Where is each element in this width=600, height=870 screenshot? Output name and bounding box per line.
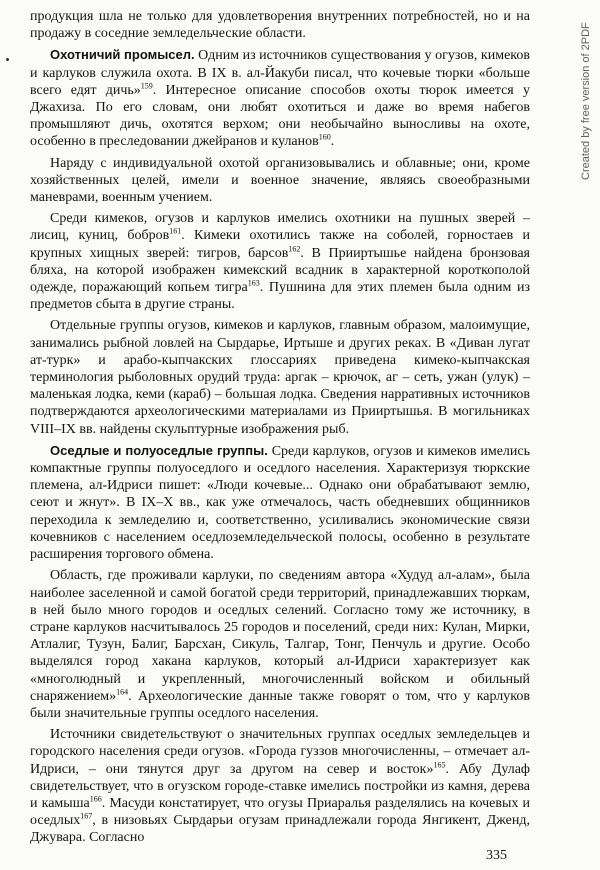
footnote-ref: 165 xyxy=(433,759,446,769)
paragraph-hunting: Охотничий промысел. Одним из источников существования у огузов, кимеков и карлуков служила охота. В IX в. ал-Йакуби писал, что кочевые тюрки «больше всего едят дичь»$^{159}$. Интересное описание способов охоты тюрок имеется у Джахиза. По его словам, они любят охотиться и даже во время набегов промышляют дичь, охотятся верхом; они необычайно выносливы на охоте, особенно в преследовании джейранов и куланов$^{160}$. xyxy=(30,47,530,150)
page-text xyxy=(30,8,530,851)
footnote-ref: 167 xyxy=(80,811,93,821)
paragraph-3: Наряду с индивидуальной охотой организовывались и облавные; они, кроме хозяйственных целей, имели и военное значение, являясь своеобразными маневрами, военным учением. xyxy=(30,155,530,206)
paragraph-4: Среди кимеков, огузов и карлуков имелись охотники на пушных зверей – лисиц, куниц, бобров$^{161}$. Кимеки охотились также на соболей, горностаев и крупных хищных зверей: тигров, барсов$^{162}$. В Прииртышье найдена бронзовая бляха, на которой изображен кимекский всадник в характерной короткополой одежде, поражающий копьем тигра$^{163}$. Пушнина для этих племен была одним из предметов сбыта в другие страны. xyxy=(30,211,530,313)
footnote-ref: 161 xyxy=(169,226,182,236)
footnote-ref: 159 xyxy=(140,81,153,91)
subheading-hunting: Охотничий промысел. xyxy=(50,47,195,63)
paragraph-8: Источники свидетельствуют о значительных группах оседлых земледельцев и городского населения среди огузов. «Города гуззов многочисленны, – отмечает ал-Идриси, – они тянутся друг за другом на север и восток»$^{165}$. Абу Дулаф свидетельствует, что в огузском городе-ставке имелись постройки из камня, дерева и камыша$^{166}$. Масуди констатирует, что огузы Приаралья разделялись на кочевых и оседлых$^{167}$, в низовьях Сырдарьи огузам принадлежали города Янгикент, Дженд, Джувара. Согласно xyxy=(30,727,530,846)
footnote-ref: 166 xyxy=(89,794,102,804)
paragraph-1: продукция шла не только для удовлетворения внутренних потребностей, но и на продажу в соседние земледельческие области. xyxy=(30,9,530,42)
footnote-ref: 160 xyxy=(318,132,331,142)
footnote-ref: 162 xyxy=(288,243,301,253)
paragraph-settled: Оседлые и полуоседлые группы. Среди карлуков, огузов и кимеков имелись компактные группы полуоседлого и оседлого населения. Характеризуя тюркские племена, ал-Идриси пишет: «Люди кочевые... Однако они обрабатывают землю, сеют и жнут». В IX–X вв., как уже отмечалось, часть обедневших общинников переходила к земледелию и, соответственно, усиливались экономические связи кочевников с населением оседлоземледельческой полосы, особенно в результате расширения торгового обмена. xyxy=(30,442,531,563)
footnote-ref: 164 xyxy=(116,687,129,697)
paragraph-7: Область, где проживали карлуки, по сведениям автора «Худуд ал-алам», была наиболее заселенной и самой богатой среди территорий, принадлежавших тюркам, в ней было много городов и оседлых селений. Согласно тому же источнику, в стране карлуков насчитывалось 25 городов и поселений, среди них: Кулан, Мирки, Атлалиг, Тузун, Балиг, Барсхан, Сикуль, Талгар, Тонг, Пенчуль и другие. Особо выделялся город хакана карлуков, который ал-Идриси характеризует как «многолюдный и укрепленный, многочисленный войском и обильный снаряжением»$^{164}$. Археологические данные также говорят о том, что у карлуков были значительные группы оседлого населения. xyxy=(30,568,530,721)
footnote-ref: 163 xyxy=(247,278,260,288)
margin-mark xyxy=(6,58,9,61)
page-number: 335 xyxy=(486,848,507,863)
paragraph-5: Отдельные группы огузов, кимеков и карлуков, главным образом, малоимущие, занимались рыбной ловлей на Сырдарье, Иртыше и других реках. В «Диван лугат ат-турк» и арабо-кыпчакских глоссариях приведена кимеко-кыпчакская терминология рыболовных орудий труда: аргак – крючок, аг – сеть, ужан (улук) – маленькая лодка, кеми (караб) – большая лодка. Сведения нарративных источников подтверждаются археологическими материалами из Прииртышья. В могильниках VIII–IX вв. найдены скульптурные изображения рыб. xyxy=(30,318,530,437)
subheading-settled: Оседлые и полуоседлые группы. xyxy=(50,442,268,458)
watermark-text: Created by free version of 2PDF xyxy=(580,22,592,180)
